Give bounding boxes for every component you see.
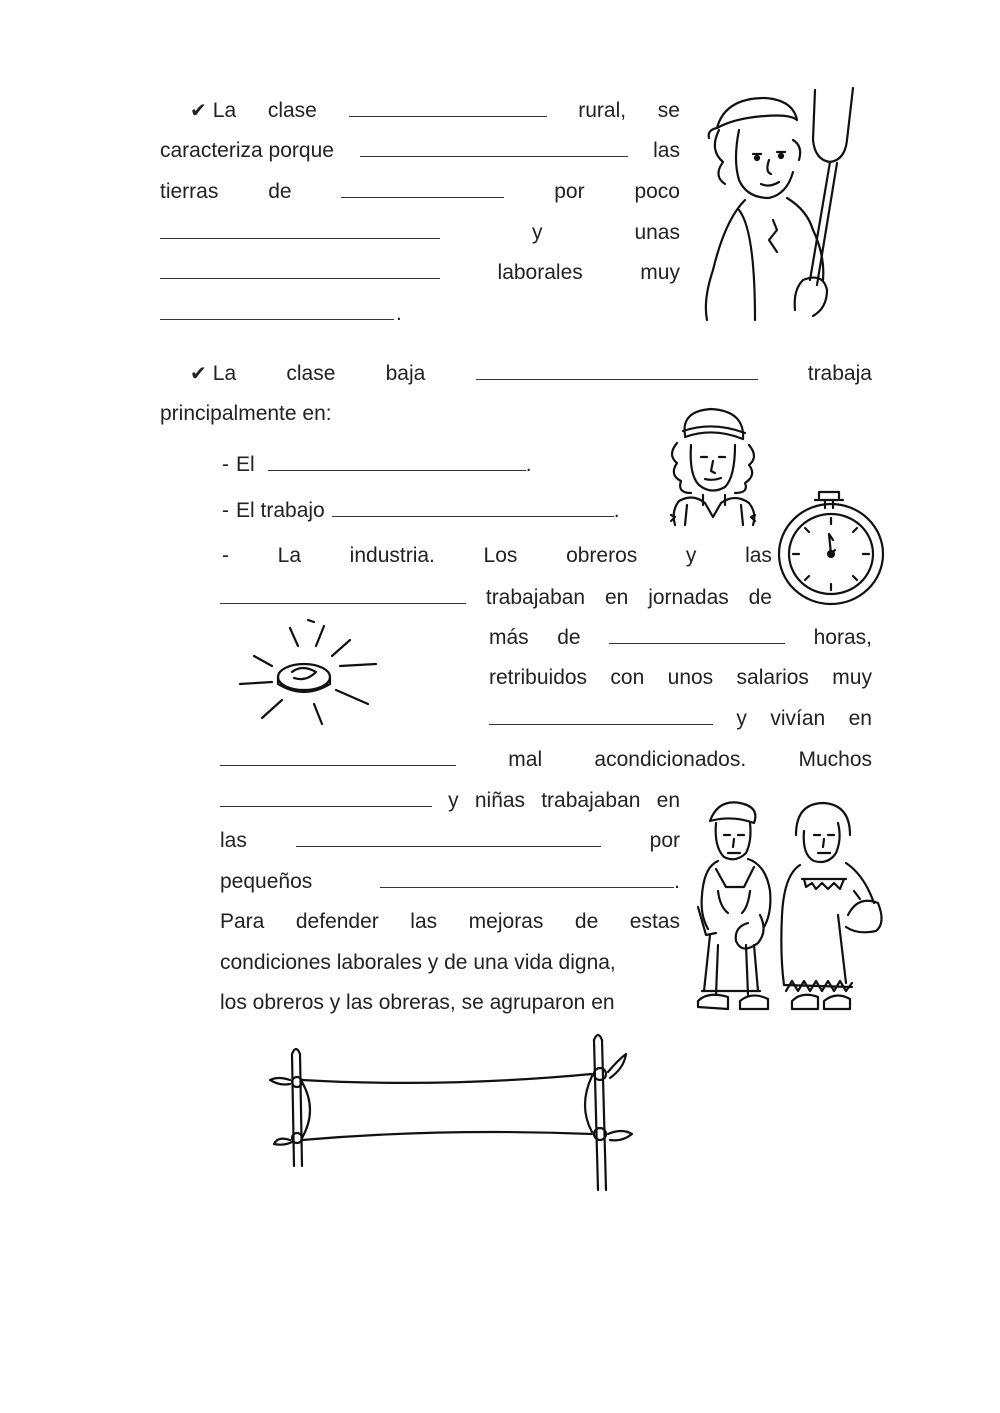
word: poco (634, 180, 680, 203)
word: . (674, 870, 680, 893)
word: defender (295, 910, 379, 933)
s2-item-3 (222, 544, 772, 568)
word: trabajaban (541, 789, 641, 812)
word: clase (267, 99, 317, 122)
s1-line-6 (160, 301, 402, 326)
blank-field[interactable] (160, 301, 394, 320)
blank-field[interactable] (268, 452, 526, 471)
blank-field[interactable] (349, 98, 547, 117)
dash: - (222, 453, 229, 476)
text: condiciones laborales y de una vida digna, (220, 951, 616, 974)
word: tierras (160, 180, 219, 203)
word: laborales (497, 261, 583, 284)
worker-woman-illustration (663, 405, 763, 535)
word: Para (220, 910, 265, 933)
word: salarios (736, 666, 809, 689)
s2-para-2 (489, 625, 872, 650)
word: La (277, 544, 302, 567)
word: por (649, 829, 680, 852)
word: de (574, 910, 599, 933)
text: los obreros y las obreras, se agruparon en (220, 991, 615, 1014)
word: muy (832, 666, 872, 689)
stopwatch-icon (775, 488, 890, 613)
word: Los (483, 544, 518, 567)
word: se (657, 99, 680, 122)
word: unos (667, 666, 714, 689)
blank-field[interactable] (380, 869, 674, 888)
s1-line-5 (160, 260, 680, 285)
word: acondicionados. (594, 748, 747, 771)
word: en (848, 707, 872, 730)
blank-field[interactable] (609, 625, 785, 644)
word: en (604, 586, 629, 609)
peasant-with-pitchfork-illustration (695, 80, 890, 330)
word: de (268, 180, 292, 203)
s2-para-6 (220, 788, 680, 813)
word: estas (629, 910, 680, 933)
blank-field[interactable] (296, 828, 601, 847)
s2-para-8 (220, 869, 680, 894)
s1-line-4 (160, 220, 680, 245)
s2-para-4 (489, 706, 872, 731)
word: por (554, 180, 585, 203)
s2-para-3 (489, 666, 872, 690)
word: La (212, 362, 237, 385)
word: muy (640, 261, 680, 284)
blank-field[interactable] (160, 220, 440, 239)
word: y (685, 544, 697, 567)
word: y (736, 707, 747, 730)
word: mal (508, 748, 543, 771)
s1-line-2 (160, 138, 680, 163)
word: clase (286, 362, 336, 385)
word: y (531, 221, 543, 244)
word: El (236, 453, 255, 476)
word: en (656, 789, 680, 812)
s2-para-5 (220, 747, 872, 772)
blank-field[interactable] (360, 138, 628, 157)
check-mark-icon: ✔ (190, 363, 207, 385)
word: Muchos (798, 748, 872, 771)
blank-field[interactable] (160, 260, 440, 279)
child-workers-illustration (688, 795, 888, 1030)
word: las (220, 829, 247, 852)
text: principalmente en: (160, 402, 332, 425)
word: . (525, 453, 532, 476)
word: trabaja (807, 362, 872, 385)
banner-illustration (262, 1030, 647, 1200)
word: niñas (474, 789, 526, 812)
blank-field[interactable] (220, 747, 456, 766)
word: La (212, 99, 237, 122)
s1-line-1 (190, 98, 680, 123)
s2-para-11 (220, 991, 615, 1015)
word: las (745, 544, 772, 567)
word: y (448, 789, 459, 812)
word: baja (385, 362, 426, 385)
blank-field[interactable] (341, 179, 504, 198)
word: pequeños (220, 870, 313, 893)
word: vivían (770, 707, 826, 730)
s1-line-3 (160, 179, 680, 204)
s2-item-2 (222, 498, 620, 523)
blank-field[interactable] (489, 706, 713, 725)
s2-item-1 (222, 452, 532, 477)
word: de (748, 586, 772, 609)
blank-field[interactable] (220, 788, 432, 807)
s2-para-10 (220, 951, 616, 975)
word: más (489, 626, 529, 649)
s2-line-1 (190, 361, 872, 386)
word: obreros (566, 544, 638, 567)
s2-para-7 (220, 828, 680, 853)
word: unas (634, 221, 680, 244)
blank-field[interactable] (220, 585, 466, 604)
word: horas, (813, 626, 872, 649)
blank-field[interactable] (476, 361, 758, 380)
word: caracteriza porque (160, 139, 334, 162)
shining-coin-icon (232, 620, 387, 730)
s2-para-9 (220, 910, 680, 934)
word: trabajaban (485, 586, 586, 609)
word: . (396, 302, 402, 325)
check-mark-icon: ✔ (190, 100, 207, 122)
s2-para-1 (220, 585, 772, 610)
word: industria. (349, 544, 435, 567)
word: rural, (578, 99, 627, 122)
word: de (557, 626, 581, 649)
blank-field[interactable] (332, 498, 614, 517)
word: mejoras (468, 910, 544, 933)
word: con (610, 666, 645, 689)
word: las (410, 910, 438, 933)
word: El trabajo (236, 499, 325, 522)
s2-line-2 (160, 402, 332, 426)
dash: - (222, 544, 229, 567)
word: las (653, 139, 680, 162)
dash: - (222, 499, 229, 522)
word: . (613, 499, 620, 522)
word: retribuidos (489, 666, 588, 689)
word: jornadas (648, 586, 729, 609)
